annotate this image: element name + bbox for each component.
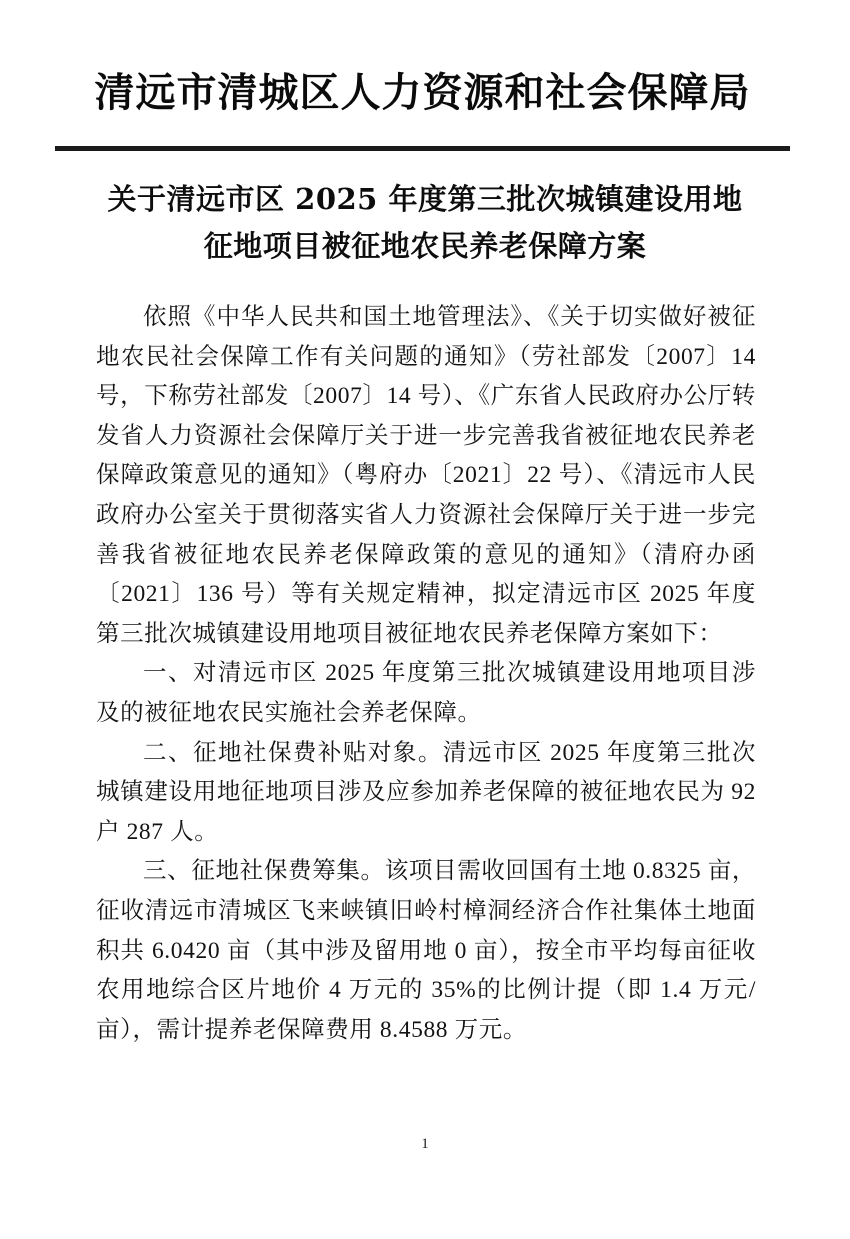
paragraph-article-one: 一、对清远市区 2025 年度第三批次城镇建设用地项目涉及的被征地农民实施社会养老保障。 (96, 660, 756, 726)
letterhead (55, 70, 790, 116)
document-body (96, 298, 756, 1050)
document-title: 关于清远市区 2025 年度第三批次城镇建设用地征地项目被征地农民养老保障方案 (107, 182, 743, 263)
paragraph-article-two: 二、征地社保费补贴对象。清远市区 2025 年度第三批次城镇建设用地征地项目涉及应参加养老保障的被征地农民为 92 户 287 人。 (96, 739, 756, 845)
page-number: 1 (421, 1136, 429, 1152)
issuing-organization: 清远市清城区人力资源和社会保障局 (94, 69, 751, 116)
paragraph-article-three: 三、征地社保费筹集。该项目需收回国有土地 0.8325 亩，征收清远市清城区飞来峡镇旧岭村樟洞经济合作社集体土地面积共 6.0420 亩（其中涉及留用地 0 亩），按全市平均每亩征收农用地综合区片地价 4 万元的 35%的比例计提（即 1.4 万元/亩），需计提养老保障费用 8.4588 万元。 (96, 858, 756, 1043)
paragraph-preamble: 依照《中华人民共和国土地管理法》、《关于切实做好被征地农民社会保障工作有关问题的通知》（劳社部发〔2007〕14 号，下称劳社部发〔2007〕14 号）、《广东省人民政府办公厅转发省人力资源社会保障厅关于进一步完善我省被征地农民养老保障政策意见的通知》（粤府办〔2021〕22 号）、《清远市人民政府办公室关于贯彻落实省人力资源社会保障厅关于进一步完善我省被征地农民养老保障政策的意见的通知》（清府办函〔2021〕136 号）等有关规定精神，拟定清远市区 2025 年度第三批次城镇建设用地项目被征地农民养老保障方案如下： (96, 304, 756, 647)
letterhead-divider (55, 146, 790, 151)
